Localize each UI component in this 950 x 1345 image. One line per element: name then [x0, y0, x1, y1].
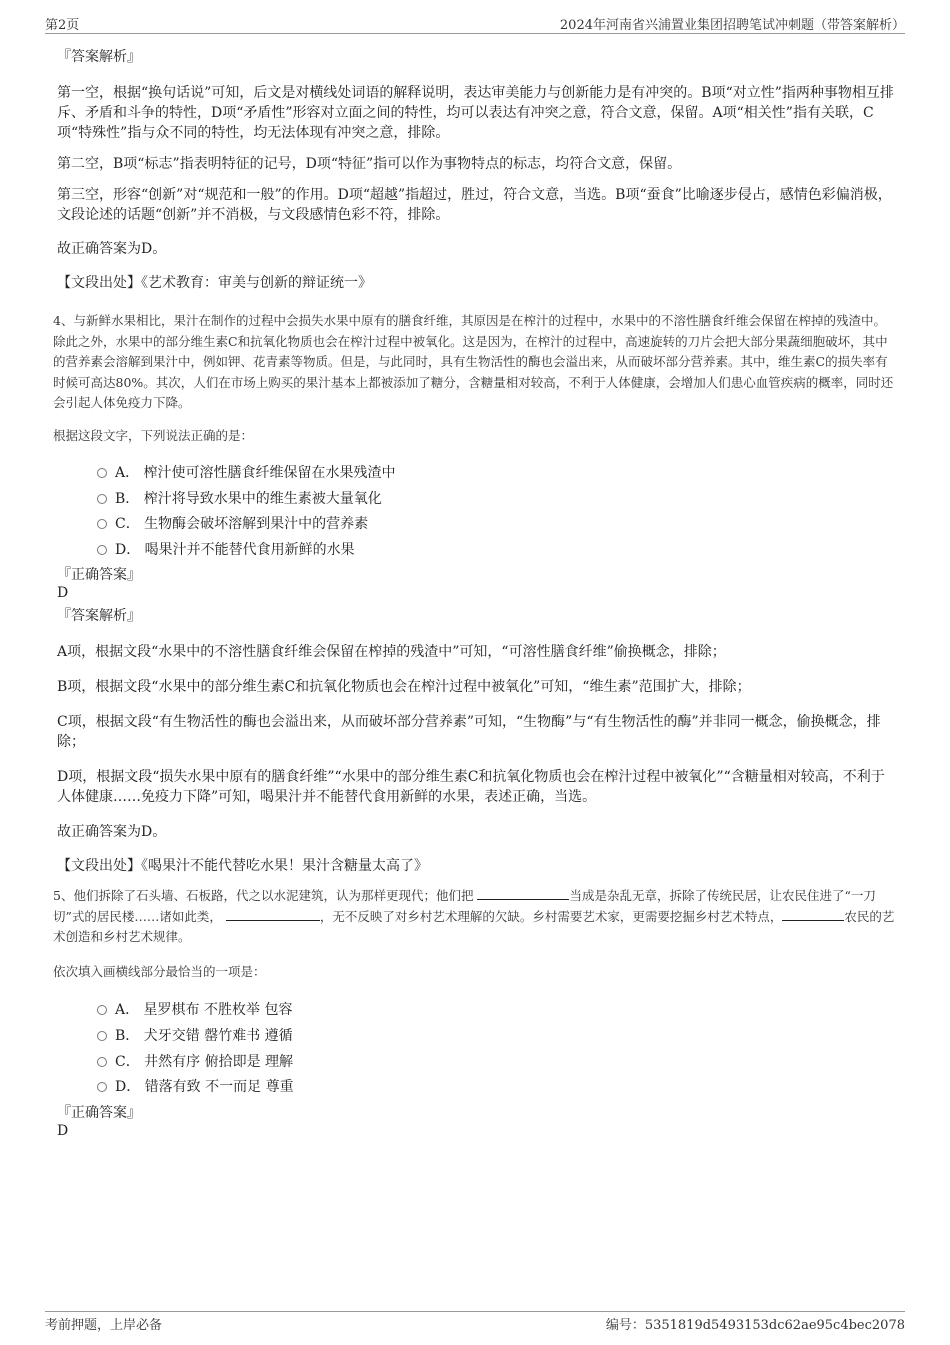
q4-stem: 4、与新鲜水果相比，果汁在制作的过程中会损失水果中原有的膳食纤维，其原因是在榨汁的过程中，水果中的不溶性膳食纤维会保留在榨掉的残渣中。除此之外，水果中的部分维生素C和抗氧化物质也会在榨汁过程中被氧化。这是因为，在榨汁的过程中，高速旋转的刀片会把大部分果蔬细胞破坏，其中的营养素会溶解到果汁中，例如钾、花青素等物质。但是，与此同时，具有生物活性的酶也会溢出来，从而破坏部分营养素。其中，维生素C的损失率有时候可高达80%。其次，人们在市场上购买的果汁基本上都被添加了糖分，含糖量相对较高，不利于人体健康，会增加人们患心血管疾病的概率，同时还会引起人体免疫力下降。: [53, 313, 894, 410]
option-label: A． 星罗棋布 不胜枚举 包容: [115, 1002, 293, 1019]
blank-3: [782, 907, 844, 921]
option-label: C． 生物酶会破坏溶解到果汁中的营养素: [115, 516, 369, 533]
footer-divider: [45, 1311, 905, 1312]
q4-analysis-label: 『答案解析』: [57, 608, 141, 625]
page-header: [45, 14, 905, 34]
option-label: C． 井然有序 俯拾即是 理解: [115, 1053, 294, 1070]
option-label: D． 错落有致 不一而足 尊重: [115, 1079, 294, 1096]
document-id: 编号：5351819d5493153dc62ae95c4bec2078: [605, 1318, 905, 1333]
q5-option-b[interactable]: [97, 1026, 895, 1046]
radio-icon[interactable]: [97, 1057, 107, 1067]
q5-answer: D: [57, 1122, 69, 1139]
blank-2: [226, 907, 320, 921]
page-number: 第2页: [45, 18, 80, 33]
q4-option-d[interactable]: [97, 540, 895, 560]
q4-analysis-b: B项，根据文段“水果中的部分维生素C和抗氧化物质也会在榨汁过程中被氧化”可知，“维生素”范围扩大，排除；: [57, 679, 751, 696]
q3-source: 【文段出处】《艺术教育：审美与创新的辩证统一》: [57, 275, 372, 291]
page-content: [53, 44, 895, 1141]
q5-option-a[interactable]: [97, 1000, 895, 1020]
q4-source: 【文段出处】《喝果汁不能代替吃水果！果汁含糖量太高了》: [57, 858, 428, 875]
q5-answer-label: 『正确答案』: [57, 1104, 141, 1121]
option-label: A． 榨汁使可溶性膳食纤维保留在水果残渣中: [115, 465, 396, 481]
radio-icon[interactable]: [97, 1031, 107, 1041]
q5-stem: 5、他们拆除了石头墙、石板路，代之以水泥建筑，认为那样更现代；他们把 当成是杂乱无章，拆除了传统民居，让农民住进了“一刀切”式的居民楼……诸如此类， ，无不反映了对乡村艺术理解的欠缺。乡村需要艺术家，更需要挖掘乡村艺术特点， 农民的艺术创造和乡村艺术规律。: [53, 888, 895, 945]
q4-analysis-a: A项，根据文段“水果中的不溶性膳食纤维会保留在榨掉的残渣中”可知，“可溶性膳食纤维”偷换概念，排除；: [57, 644, 726, 661]
q5-prompt: 依次填入画横线部分最恰当的一项是：: [53, 963, 266, 979]
radio-icon[interactable]: [97, 519, 107, 529]
radio-icon[interactable]: [97, 1082, 107, 1092]
q3-analysis-para: 第一空，根据“换句话说”可知，后文是对横线处词语的解释说明，表达审美能力与创新能力是有冲突的。B项“对立性”指两种事物相互排斥、矛盾和斗争的特性，D项“矛盾性”形容对立面之间的特性，均可以表达有冲突之意，符合文意，保留。A项“相关性”指有关联，C项“特殊性”指与众不同的特性，均无法体现有冲突之意，排除。: [57, 85, 894, 141]
q4-option-c[interactable]: [97, 514, 895, 534]
radio-icon[interactable]: [97, 1005, 107, 1015]
q4-option-a[interactable]: [97, 463, 895, 483]
q3-analysis-para: 第三空，形容“创新”对“规范和一般”的作用。D项“超越”指超过，胜过，符合文意，当选。B项“蚕食”比喻逐步侵占，感情色彩偏消极，文段论述的话题“创新”并不消极，与文段感情色彩不符，排除。: [57, 187, 892, 223]
q5-options: [57, 1000, 895, 1097]
option-label: D． 喝果汁并不能替代食用新鲜的水果: [115, 541, 355, 558]
q3-analysis-label: 『答案解析』: [57, 49, 141, 65]
q3-analysis-para: 第二空，B项“标志”指表明特征的记号，D项“特征”指可以作为事物特点的标志，均符合文意，保留。: [57, 156, 682, 172]
radio-icon[interactable]: [97, 494, 107, 504]
footer-slogan: 考前押题，上岸必备: [45, 1318, 163, 1333]
option-label: B． 犬牙交错 罄竹难书 遵循: [115, 1027, 293, 1044]
radio-icon[interactable]: [97, 468, 107, 478]
q4-answer: D: [57, 585, 69, 602]
option-label: B． 榨汁将导致水果中的维生素被大量氧化: [115, 490, 382, 507]
q5-option-c[interactable]: [97, 1052, 895, 1072]
q4-analysis-d: D项，根据文段“损失水果中原有的膳食纤维”“水果中的部分维生素C和抗氧化物质也会在榨汁过程中被氧化”“含糖量相对较高，不利于人体健康……免疫力下降”可知，喝果汁并不能替代食用新鲜的水果，表述正确，当选。: [57, 769, 885, 806]
document-title: 2024年河南省兴浦置业集团招聘笔试冲刺题（带答案解析）: [559, 18, 905, 33]
q4-conclusion: 故正确答案为D。: [57, 824, 167, 841]
radio-icon[interactable]: [97, 545, 107, 555]
q4-option-b[interactable]: [97, 489, 895, 509]
header-divider: [45, 33, 905, 34]
q3-conclusion: 故正确答案为D。: [57, 241, 167, 257]
q4-analysis-c: C项，根据文段“有生物活性的酶也会溢出来，从而破坏部分营养素”可知，“生物酶”与“有生物活性的酶”并非同一概念，偷换概念，排除；: [57, 714, 881, 751]
q4-prompt: 根据这段文字，下列说法正确的是：: [53, 427, 254, 443]
q4-options: [57, 463, 895, 560]
q5-option-d[interactable]: [97, 1077, 895, 1097]
q4-answer-label: 『正确答案』: [57, 567, 141, 584]
blank-1: [477, 886, 569, 900]
